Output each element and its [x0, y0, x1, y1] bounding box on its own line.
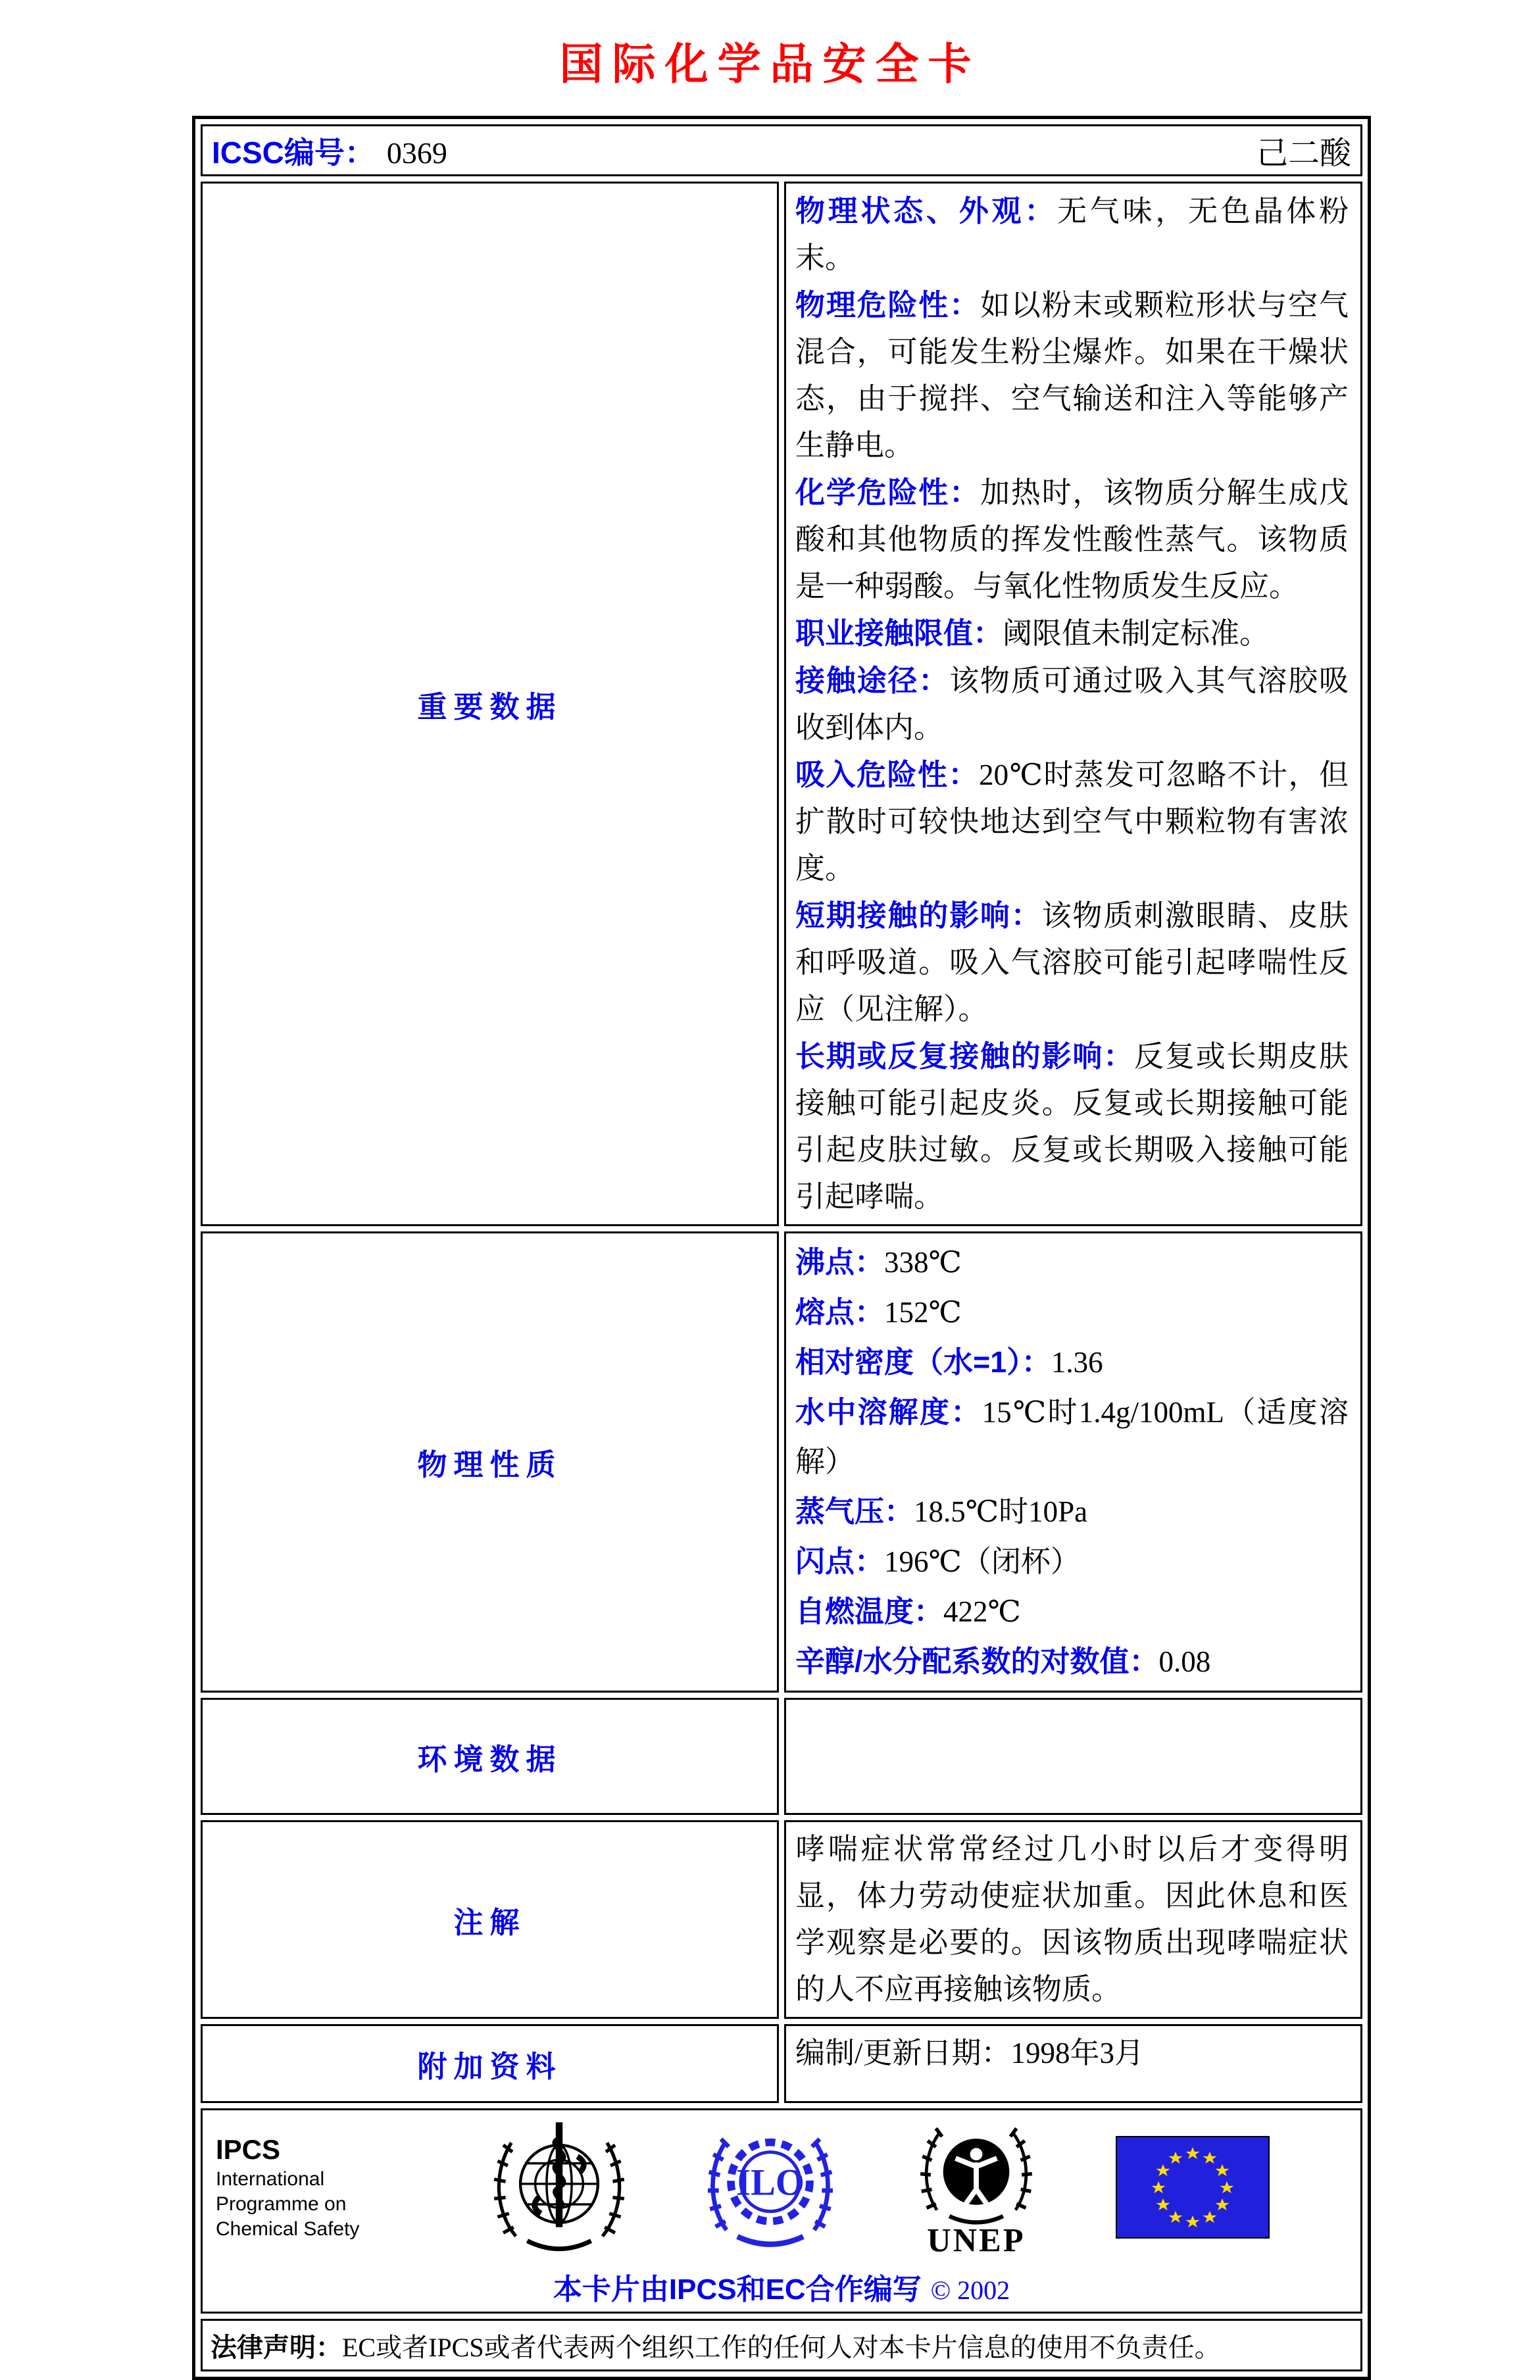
item-text: 无气味，无色晶体粉末。	[795, 195, 1349, 274]
environmental-data-row	[201, 1698, 1362, 1815]
header-row	[201, 124, 1362, 176]
labeled-text-item	[795, 1587, 1349, 1637]
item-text: 反复或长期皮肤接触可能引起皮炎。反复或长期接触可能引起皮肤过敏。反复或长期吸入接触可能引起哮喘。	[795, 1040, 1349, 1213]
notes-row	[201, 1820, 1362, 2019]
who-logo-icon	[491, 2118, 628, 2257]
item-text: 422℃	[943, 1595, 1021, 1628]
physical-properties-row	[201, 1231, 1362, 1693]
item-text: 15℃时1.4g/100mL（适度溶解）	[795, 1396, 1349, 1478]
labeled-text-item	[795, 892, 1349, 1033]
labeled-text-item	[795, 1487, 1349, 1537]
ipcs-title: IPCS	[216, 2134, 281, 2165]
compile-date-line	[795, 2030, 1349, 2077]
important-data-content	[795, 187, 1349, 1220]
physical-properties-content	[795, 1237, 1349, 1687]
eu-flag-icon	[1116, 2136, 1270, 2239]
item-label: 物理状态、外观：	[795, 194, 1057, 228]
item-label: 吸入危险性：	[795, 758, 980, 791]
item-text: 0.08	[1158, 1645, 1211, 1678]
item-text: 18.5℃时10Pa	[914, 1495, 1088, 1528]
icsc-number-value: 0369	[386, 136, 447, 170]
item-label: 化学危险性：	[795, 476, 980, 509]
additional-info-cell	[784, 2024, 1362, 2103]
item-text: 阈限值未制定标准。	[1003, 617, 1270, 650]
legal-row	[201, 2319, 1362, 2371]
section-label-text: 环境数据	[417, 1742, 562, 1776]
item-text: 该物质可通过吸入其气溶胶吸收到体内。	[795, 664, 1349, 744]
item-text: 加热时，该物质分解生成戊酸和其他物质的挥发性酸性蒸气。该物质是一种弱酸。与氧化性物质发生反应。	[795, 476, 1349, 603]
legal-text: EC或者IPCS或者代表两个组织工作的任何人对本卡片信息的使用不负责任。	[342, 2332, 1221, 2362]
item-label: 沸点：	[795, 1245, 885, 1279]
labeled-text-item	[795, 187, 1349, 282]
item-label: 自燃温度：	[795, 1595, 944, 1628]
footer-copyright: © 2002	[930, 2275, 1010, 2305]
footer-caption-line	[216, 2266, 1347, 2308]
important-data-cell	[784, 182, 1362, 1226]
footer-cell	[201, 2108, 1362, 2314]
chemical-name: 己二酸	[1256, 136, 1351, 171]
ilo-logo-icon	[705, 2118, 836, 2257]
labeled-text-item	[795, 1537, 1349, 1587]
item-label: 物理危险性：	[795, 288, 980, 322]
item-text: 1.36	[1051, 1346, 1103, 1379]
labeled-text-item	[795, 751, 1349, 892]
item-label: 长期或反复接触的影响：	[795, 1039, 1135, 1073]
icsc-number-group	[212, 129, 447, 172]
item-label: 职业接触限值：	[795, 616, 1003, 650]
item-text: 338℃	[884, 1246, 962, 1279]
labeled-text-item	[795, 1387, 1349, 1487]
notes-cell	[784, 1820, 1362, 2019]
item-text: 如以粉末或颗粒形状与空气混合，可能发生粉尘爆炸。如果在干燥状态，由于搅拌、空气输送和注入等能够产生静电。	[795, 289, 1349, 462]
section-label-environmental-data	[201, 1698, 779, 1815]
item-label: 水中溶解度：	[795, 1395, 982, 1429]
section-label-text: 附加资料	[417, 2049, 562, 2083]
icsc-number-label: ICSC编号：	[212, 135, 375, 170]
unep-logo-text: UNEP	[927, 2221, 1026, 2259]
item-label: 蒸气压：	[795, 1495, 914, 1528]
section-label-physical-properties	[201, 1231, 779, 1693]
legal-label: 法律声明：	[211, 2333, 342, 2362]
labeled-text-item	[795, 1237, 1349, 1287]
item-text: 152℃	[884, 1296, 962, 1329]
item-label: 熔点：	[795, 1295, 885, 1329]
ipcs-subtitle-line: Programme on	[216, 2193, 347, 2215]
ipcs-subtitle-line: International	[216, 2168, 325, 2190]
labeled-text-item	[795, 1033, 1349, 1220]
notes-content: 哮喘症状常常经过几小时以后才变得明显，体力劳动使症状加重。因此休息和医学观察是必要的。因该物质出现哮喘症状的人不应再接触该物质。	[795, 1833, 1349, 2006]
labeled-text-item	[795, 1637, 1349, 1687]
section-label-text: 注解	[453, 1905, 526, 1939]
item-text: 196℃（闭杯）	[884, 1545, 1080, 1578]
labeled-text-item	[795, 469, 1349, 610]
legal-cell	[201, 2319, 1362, 2371]
labeled-text-item	[795, 282, 1349, 469]
section-label-text: 重要数据	[417, 689, 562, 724]
item-label: 辛醇/水分配系数的对数值：	[795, 1645, 1159, 1678]
important-data-row	[201, 182, 1362, 1226]
labeled-text-item	[795, 1337, 1349, 1387]
unep-logo-icon	[914, 2115, 1039, 2260]
labeled-text-item	[795, 1287, 1349, 1337]
ipcs-subtitle-line: Chemical Safety	[216, 2218, 360, 2240]
labeled-text-item	[795, 657, 1349, 751]
item-label: 短期接触的影响：	[795, 899, 1042, 932]
ilo-logo-text: ILO	[736, 2162, 805, 2204]
footer-row	[201, 2108, 1362, 2314]
item-label: 闪点：	[795, 1545, 885, 1578]
environmental-data-cell	[784, 1698, 1362, 1815]
additional-info-row	[201, 2024, 1362, 2103]
physical-properties-cell	[784, 1231, 1362, 1693]
ipcs-block	[216, 2133, 413, 2242]
item-label: 接触途径：	[795, 664, 950, 697]
section-label-important-data	[201, 182, 779, 1226]
header-cell	[201, 124, 1362, 176]
section-label-notes	[201, 1820, 779, 2019]
item-text: 20℃时蒸发可忽略不计，但扩散时可较快地达到空气中颗粒物有害浓度。	[795, 758, 1349, 885]
compile-date-label: 编制/更新日期：	[795, 2037, 1011, 2070]
icsc-card-table	[192, 116, 1371, 2380]
labeled-text-item	[795, 610, 1349, 657]
section-label-additional-info	[201, 2024, 779, 2103]
footer-caption: 本卡片由IPCS和EC合作编写	[553, 2273, 922, 2306]
section-label-text: 物理性质	[417, 1448, 562, 1481]
agency-logos	[413, 2115, 1347, 2260]
compile-date-value: 1998年3月	[1010, 2037, 1145, 2070]
page-title: 国际化学品安全卡	[559, 41, 981, 89]
item-text: 该物质刺激眼睛、皮肤和呼吸道。吸入气溶胶可能引起哮喘性反应（见注解）。	[795, 899, 1349, 1026]
item-label: 相对密度（水=1）：	[795, 1345, 1051, 1379]
